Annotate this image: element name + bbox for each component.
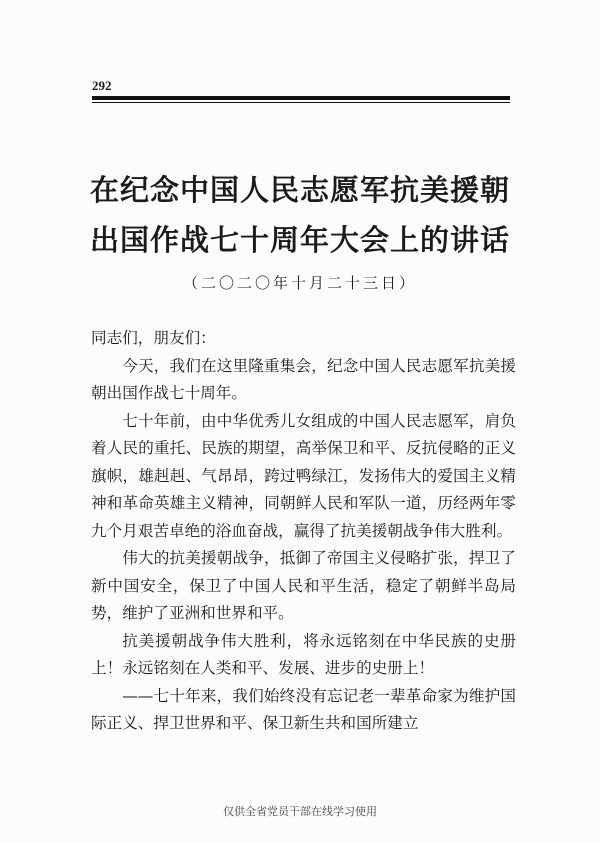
salutation: 同志们，朋友们： (91, 329, 216, 347)
paragraph-2: 七十年前，由中华优秀儿女组成的中国人民志愿军，肩负着人民的重托、民族的期望，高举保卫和平、反抗侵略的正义旗帜，雄赳赳、气昂昂，跨过鸭绿江，发扬伟大的爱国主义精神和革命英雄主义精神，同朝鲜人民和军队一道，历经两年零九个月艰苦卓绝的浴血奋战，赢得了抗美援朝战争伟大胜利。 (91, 411, 516, 540)
paragraph-1: 今天，我们在这里隆重集会，纪念中国人民志愿军抗美援朝出国作战七十周年。 (91, 356, 516, 402)
footer-notice: 仅供全省党员干部在线学习使用 (223, 805, 377, 818)
title-line-2: 出国作战七十周年大会上的讲话 (89, 223, 510, 257)
paragraph-3: 伟大的抗美援朝战争，抵御了帝国主义侵略扩张，捍卫了新中国安全，保卫了中国人民和平生活，稳定了朝鲜半岛局势，维护了亚洲和世界和平。 (91, 549, 516, 622)
title-line-1: 在纪念中国人民志愿军抗美援朝 (89, 173, 510, 207)
paragraph-4: 抗美援朝战争伟大胜利，将永远铭刻在中华民族的史册上！永远铭刻在人类和平、发展、进步的史册上！ (91, 631, 516, 677)
body-text (91, 325, 516, 738)
header-rule-thick (92, 96, 510, 100)
header-rule-thin (92, 102, 510, 103)
paragraph-5: ——七十年来，我们始终没有忘记老一辈革命家为维护国际正义、捍卫世界和平、保卫新生共和国所建立 (91, 686, 516, 732)
speech-date: （二〇二〇年十月二十三日） (182, 274, 417, 292)
page-number: 292 (92, 78, 112, 93)
